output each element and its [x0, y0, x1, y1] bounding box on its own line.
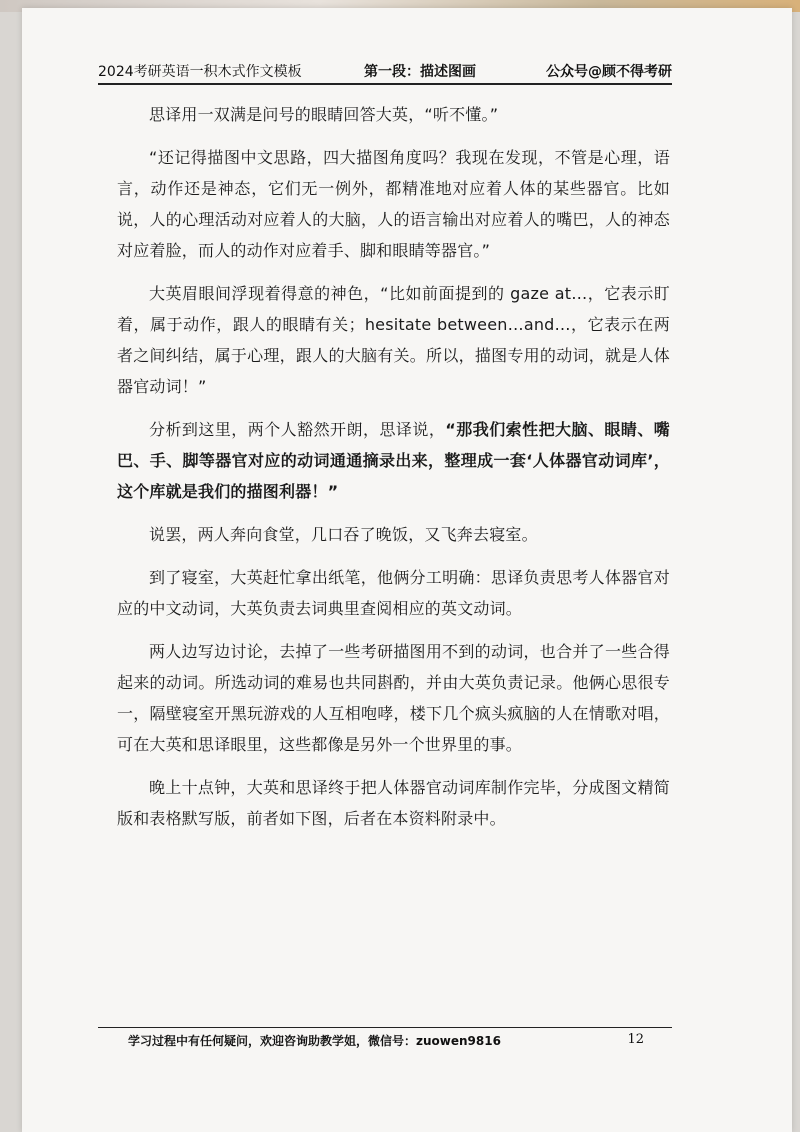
page-footer [98, 1027, 672, 1050]
paragraph: 到了寝室，大英赶忙拿出纸笔，他俩分工明确：思译负责思考人体器官对应的中文动词，大英负责去词典里查阅相应的英文动词。 [117, 568, 670, 618]
header-title: 2024考研英语一积木式作文模板 [98, 64, 302, 80]
paragraph: 思译用一双满是问号的眼睛回答大英，“听不懂。” [149, 105, 499, 124]
header-account: 公众号@顾不得考研 [546, 64, 672, 80]
header-section: 第一段：描述图画 [364, 64, 476, 80]
paragraph-text: 分析到这里，两个人豁然开朗，思译说， [149, 420, 446, 439]
page-number: 12 [627, 1032, 644, 1047]
paragraph [117, 414, 670, 507]
paragraph: 大英眉眼间浮现着得意的神色，“比如前面提到的 gaze at…，它表示盯着，属于动作，跟人的眼睛有关；hesitate between…and…，它表示在两者之间纠结，属于心理，跟人的大脑有关。所以，描图专用的动词，就是人体器官动词！” [117, 284, 670, 396]
paragraph: 两人边写边讨论，去掉了一些考研描图用不到的动词，也合并了一些合得起来的动词。所选动词的难易也共同斟酌，并由大英负责记录。他俩心思很专一，隔壁寝室开黑玩游戏的人互相咆哮，楼下几个疯头疯脑的人在情歌对唱，可在大英和思译眼里，这些都像是另外一个世界里的事。 [117, 642, 670, 754]
paragraph-bold-text: “那我们索性把大脑、眼睛、嘴巴、手、脚等器官对应的动词通通摘录出来，整理成一套‘人体器官动词库’，这个库就是我们的描图利器！” [117, 420, 670, 501]
body-text [117, 99, 670, 846]
footer-contact: 学习过程中有任何疑问，欢迎咨询助教学姐，微信号：zuowen9816 [128, 1034, 501, 1048]
paragraph: “还记得描图中文思路，四大描图角度吗？我现在发现，不管是心理，语言，动作还是神态，它们无一例外，都精准地对应着人体的某些器官。比如说，人的心理活动对应着人的大脑，人的语言输出对应着人的嘴巴，人的神态对应着脸，而人的动作对应着手、脚和眼睛等器官。” [117, 148, 670, 260]
paragraph: 说罢，两人奔向食堂，几口吞了晚饭，又飞奔去寝室。 [149, 525, 538, 544]
page-header [98, 57, 672, 85]
paragraph: 晚上十点钟，大英和思译终于把人体器官动词库制作完毕，分成图文精简版和表格默写版，前者如下图，后者在本资料附录中。 [117, 778, 670, 828]
